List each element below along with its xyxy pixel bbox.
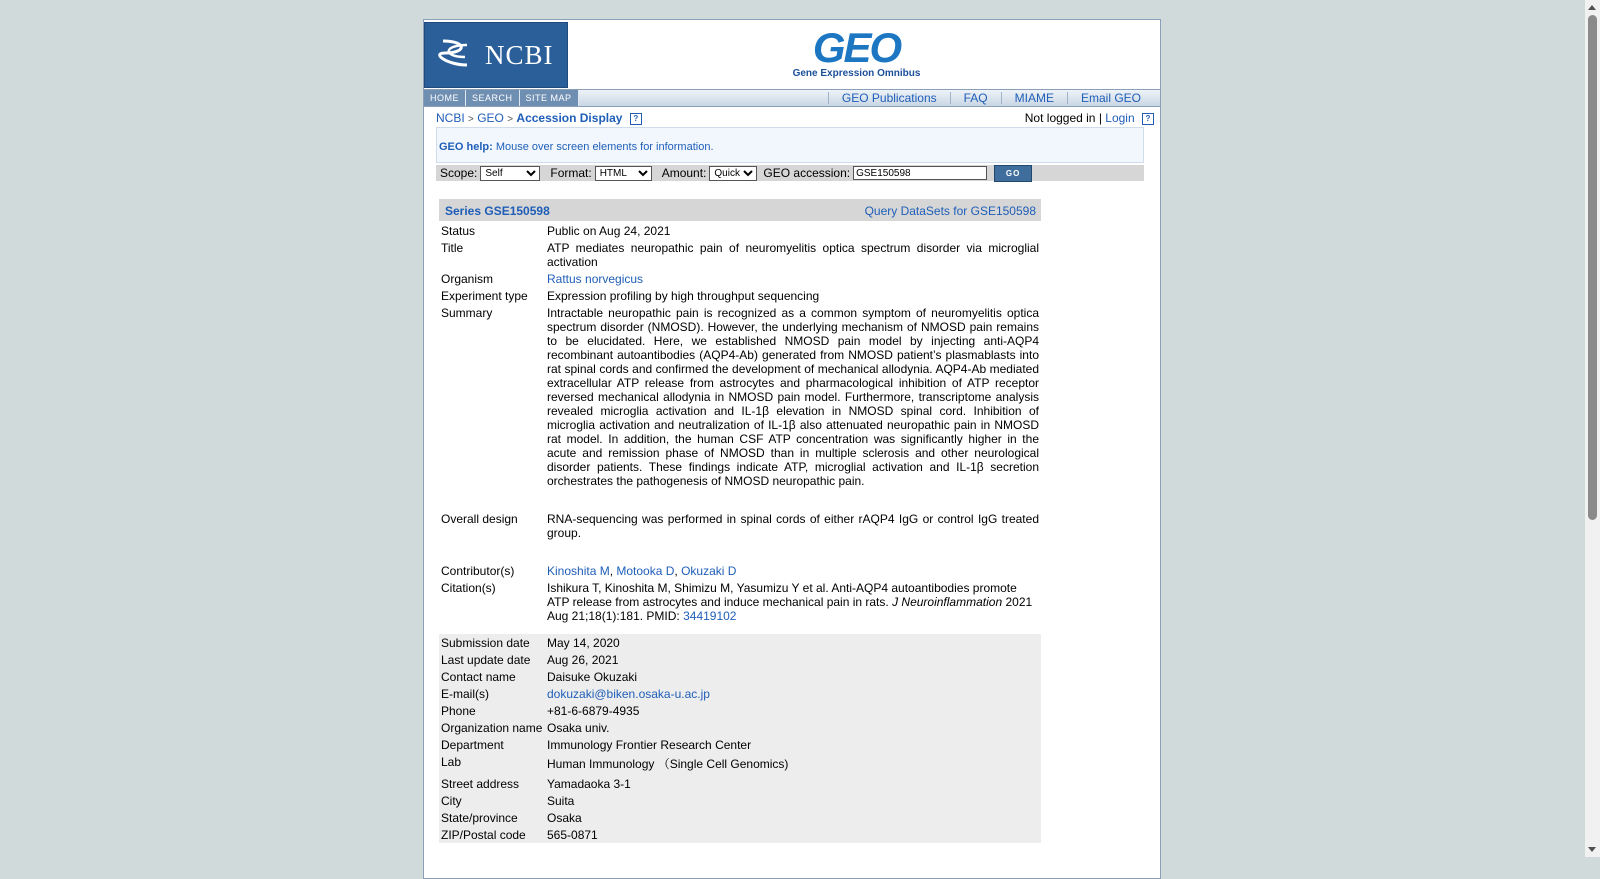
format-label: Format: [550,166,592,180]
email-label: E-mail(s) [441,687,489,701]
nav-links [828,90,1154,106]
scroll-down-arrow-icon[interactable] [1588,847,1596,852]
geo-help-box [436,127,1144,163]
phone-value: +81-6-6879-4935 [547,704,640,718]
citation-journal: J Neuroinflammation [892,595,1003,609]
last-update-label: Last update date [441,653,531,667]
geo-logo-text: GEO [812,24,901,71]
state-row [439,809,1041,826]
experiment-type-row [439,287,1041,304]
contributors-row: Contributor(s) Kinoshita M, Motooka D, Okuzaki D [441,564,737,578]
ncbi-logo[interactable] [424,22,568,88]
zip-row [439,826,1041,843]
nav-bar [424,90,1160,107]
overall-design-value: RNA-sequencing was performed in spinal cords of either rAQP4 IgG or control IgG treated group. [547,512,1039,540]
city-label: City [441,794,462,808]
accession-form [436,165,1144,181]
vertical-scrollbar[interactable] [1585,0,1600,857]
geo-help-label: GEO help: [439,141,493,153]
series-header [439,199,1041,221]
amount-select[interactable] [709,166,757,181]
contributor-link[interactable]: Motooka D [616,564,675,578]
dna-helix-icon [437,35,473,75]
nav-sitemap-tab[interactable]: SITE MAP [520,90,579,106]
accession-label: GEO accession: [763,166,851,180]
phone-row [439,702,1041,719]
breadcrumb-current: Accession Display [516,111,623,125]
email-link[interactable]: dokuzaki@biken.osaka-u.ac.jp [547,687,710,701]
street-label: Street address [441,777,520,791]
series-details-table [439,222,1041,631]
organization-row [439,719,1041,736]
nav-search-tab[interactable]: SEARCH [466,90,520,106]
go-button[interactable]: GO [994,165,1032,182]
zip-label: ZIP/Postal code [441,828,526,842]
summary-value: Intractable neuropathic pain is recognized as a common symptom of neuromyelitis optica spectrum disorder (NMOSD). However, the underlying mechanism of NMOSD pain remains to be elucidated. Here, we established NMOSD pain model by injecting anti-AQP4 recombinant autoantibodies (AQP4-Ab) generated from NMOSD patient’s plasmablasts into rat spinal cords and confirmed the development of mechanical allodynia. AQP4-Ab mediated extracellular ATP release from astrocytes and pharmacological inhibition of ATP receptor reversed mechanical allodynia in NMOSD pain model. Furthermore, transcriptome analysis revealed microglia activation and IL-1β elevation in NMOSD spinal cord. Inhibition of microglia activation and neutralization of IL-1β also attenuated neuropathic pain in NMOSD rat model. In addition, the human CSF ATP concentration was significantly higher in the acute and remission phase of NMOSD than in multiple sclerosis and other neurological disorder patients. These findings indicate ATP, microglial activation and IL-1β secretion orchestrates the pathogenesis of NMOSD neuropathic pain. [547,306,1039,488]
lab-value: Human Immunology （Single Cell Genomics) [547,757,789,771]
lab-label: Lab [441,755,462,769]
organism-label: Organism [441,272,494,286]
nav-link-geo-publications[interactable]: GEO Publications [828,92,950,104]
login-link[interactable]: Login [1105,111,1135,125]
scope-label: Scope: [440,166,478,180]
contact-name-row [439,668,1041,685]
page-header [424,20,1160,90]
department-row [439,736,1041,753]
breadcrumb-row [424,107,1160,129]
breadcrumb-ncbi[interactable]: NCBI [436,111,465,125]
summary-row [439,304,1041,510]
experiment-type-label: Experiment type [441,289,528,303]
experiment-type-value: Expression profiling by high throughput sequencing [547,289,820,303]
geo-logo-subtitle: Gene Expression Omnibus [792,68,921,79]
organism-row [439,270,1041,287]
accession-input[interactable] [853,166,987,180]
login-area [1025,111,1154,125]
title-label: Title [441,241,464,255]
help-icon[interactable]: ? [630,113,642,125]
pmid-link[interactable]: 34419102 [683,609,737,623]
format-select[interactable] [595,166,652,181]
submission-date-value: May 14, 2020 [547,636,620,650]
state-label: State/province [441,811,518,825]
zip-value: 565-0871 [547,828,598,842]
nav-link-faq[interactable]: FAQ [950,92,1001,104]
street-row [439,775,1041,792]
series-title: Series GSE150598 [445,204,550,218]
overall-design-label: Overall design [441,512,518,526]
contact-name-value: Daisuke Okuzaki [547,670,638,684]
citation-text: Ishikura T, Kinoshita M, Shimizu M, Yasumizu Y et al. Anti-AQP4 autoantibodies promote ATP release from astrocytes and induce mechanical pain in rats. [547,581,1017,609]
breadcrumb-separator: > [507,114,514,125]
status-row [439,222,1041,239]
overall-design-row [439,510,1041,562]
nav-home-tab[interactable]: HOME [424,90,466,106]
breadcrumb-separator: > [468,114,474,125]
organization-label: Organization name [441,721,543,735]
state-value: Osaka [547,811,582,825]
scope-select[interactable] [480,166,540,181]
scrollbar-thumb[interactable] [1588,15,1597,520]
submission-date-row [439,634,1041,651]
contact-details-table [439,634,1041,843]
street-value: Yamadaoka 3-1 [547,777,631,791]
login-status: Not logged in | [1024,111,1102,125]
geo-help-text: Mouse over screen elements for information. [495,141,714,153]
status-value: Public on Aug 24, 2021 [547,224,671,238]
title-row [439,239,1041,270]
city-value: Suita [547,794,575,808]
breadcrumb-geo[interactable]: GEO [477,111,504,125]
nav-link-email-geo[interactable]: Email GEO [1067,92,1154,104]
submission-date-label: Submission date [441,636,530,650]
organization-value: Osaka univ. [547,721,610,735]
help-icon[interactable]: ? [1142,113,1154,125]
city-row [439,792,1041,809]
citation-row [439,579,1041,631]
email-row [439,685,1041,702]
contact-name-label: Contact name [441,670,516,684]
query-datasets-link[interactable]: Query DataSets for GSE150598 [864,204,1036,218]
title-value: ATP mediates neuropathic pain of neuromyelitis optica spectrum disorder via microglial activation [547,241,1039,269]
summary-label: Summary [441,306,493,320]
contributor-link[interactable]: Okuzaki D [681,564,737,578]
citation-label: Citation(s) [441,581,496,595]
citation-tail: 2021 Aug 21;18(1):181. PMID: [547,595,1033,623]
lab-row [439,753,1041,775]
scroll-up-arrow-icon[interactable] [1588,5,1596,10]
geo-logo[interactable] [789,26,924,86]
contributor-link[interactable]: Kinoshita M [547,564,610,578]
nav-link-miame[interactable]: MIAME [1001,92,1067,104]
contributors-label: Contributor(s) [441,564,515,578]
last-update-value: Aug 26, 2021 [547,653,619,667]
department-label: Department [441,738,504,752]
last-update-row [439,651,1041,668]
amount-label: Amount: [661,166,707,180]
phone-label: Phone [441,704,476,718]
department-value: Immunology Frontier Research Center [547,738,752,752]
organism-link[interactable]: Rattus norvegicus [547,272,644,286]
breadcrumb [436,111,642,125]
status-label: Status [441,224,476,238]
nav-tabs [424,90,579,106]
ncbi-logo-text: NCBI [485,39,554,70]
